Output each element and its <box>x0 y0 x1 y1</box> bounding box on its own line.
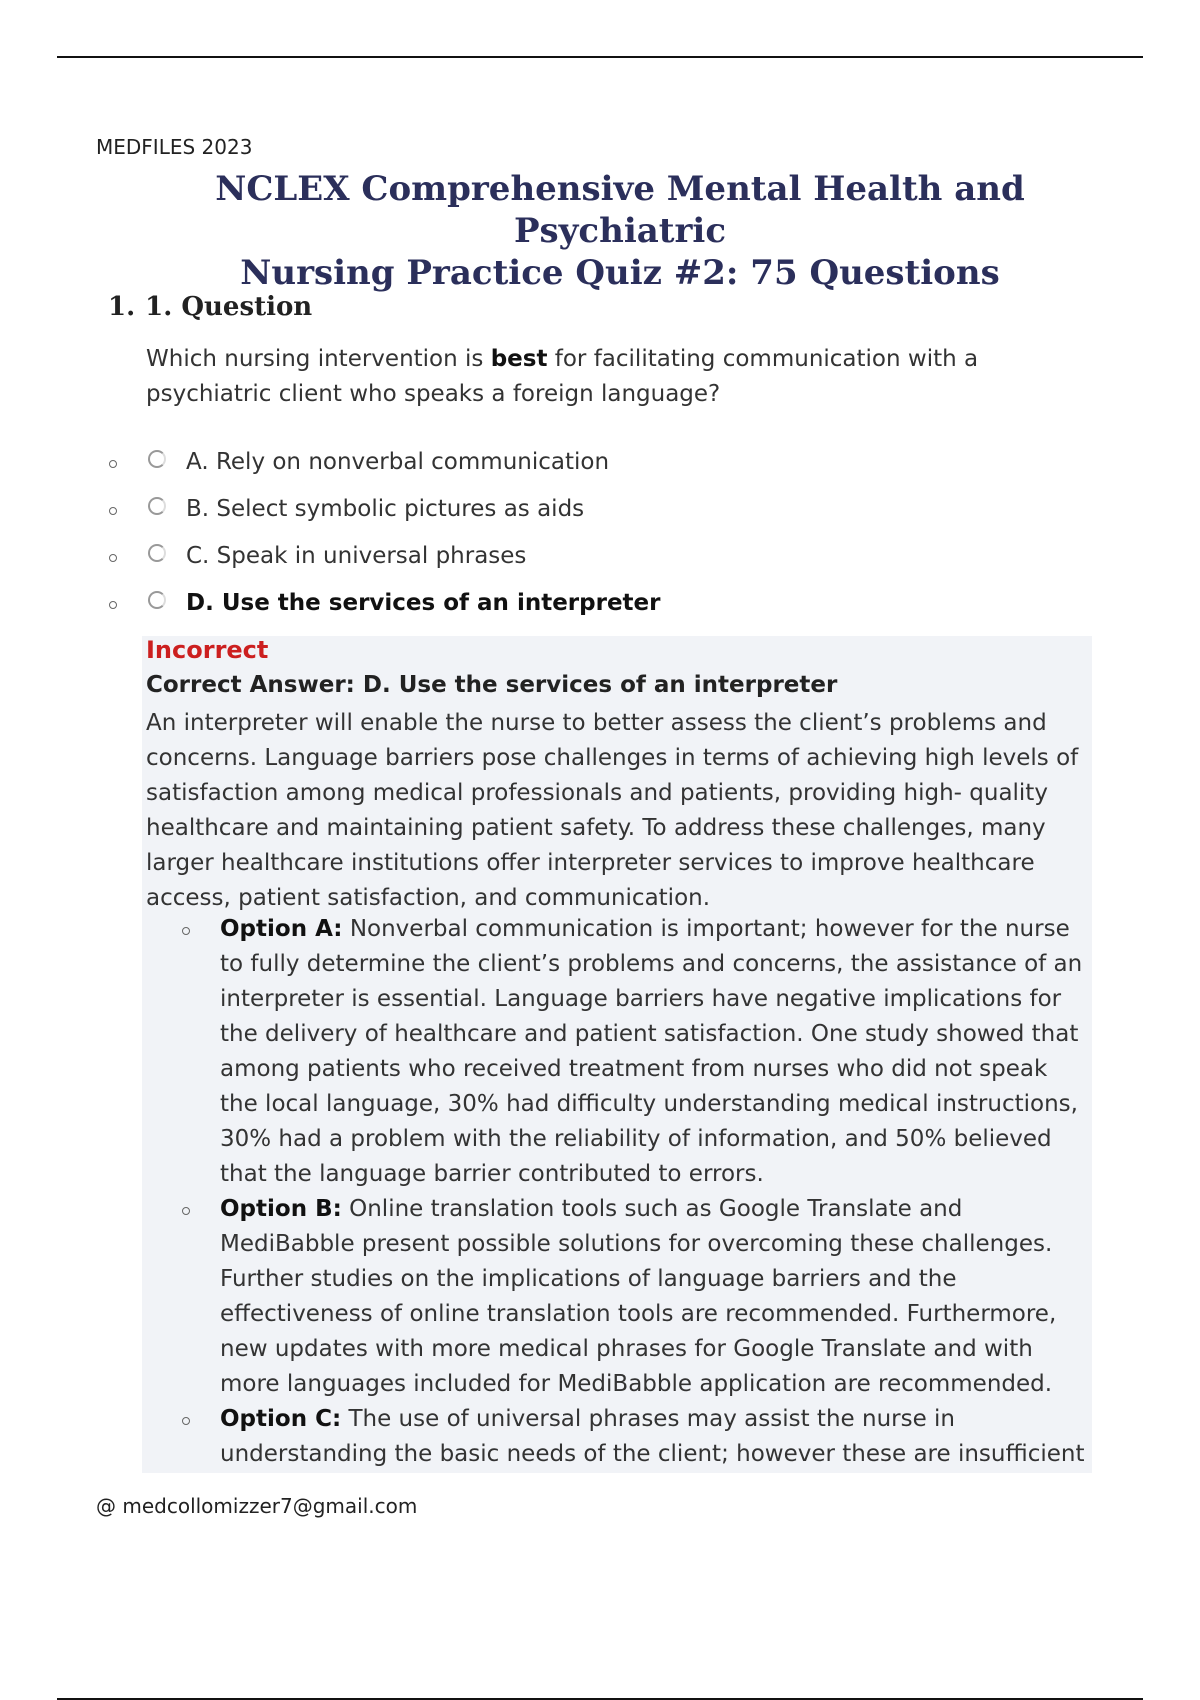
header-label: MEDFILES 2023 <box>96 135 253 159</box>
question-list-number: 1. <box>108 292 136 322</box>
footer-email: @ medcollomizzer7@gmail.com <box>96 1494 418 1518</box>
option-rationale-text: Nonverbal communication is important; however for the nurse to fully determine the client’s problems and concerns, the assistance of an interpreter is essential. Language barriers have negative implications for the delivery of healthcare and patient satisfaction. One study showed that among patients who received treatment from nurses who did not speak the local language, 30% had difficulty understanding medical instructions, 30% had a problem with the reliability of information, and 50% believed that the language barrier contributed to errors. <box>220 916 1083 1187</box>
top-rule <box>57 56 1143 58</box>
option-b-rationale <box>180 1192 1090 1402</box>
bullet-icon <box>182 1207 190 1215</box>
rationale-text: An interpreter will enable the nurse to better assess the client’s problems and concerns. Language barriers pose challenges in terms of achieving high levels of satisfaction among medical professionals and patients, providing high- quality healthcare and maintaining patient safety. To address these challenges, many larger healthcare institutions offer interpreter services to improve healthcare access, patient satisfaction, and communication. <box>146 710 1079 911</box>
question-text <box>146 342 1046 412</box>
option-rationale-text: The use of universal phrases may assist the nurse in understanding the basic needs of the client; however these are insufficient <box>220 1406 1085 1467</box>
bullet-icon <box>182 1417 190 1425</box>
option-rationale-label: Option B: <box>220 1196 342 1222</box>
question-heading-text: 1. Question <box>145 292 313 322</box>
question-heading <box>108 292 312 322</box>
option-rationale-label: Option C: <box>220 1406 342 1432</box>
radio-button-icon[interactable] <box>148 450 166 468</box>
option-c-rationale <box>180 1402 1090 1472</box>
answer-feedback-panel <box>142 636 1092 1473</box>
bullet-icon <box>109 460 117 468</box>
answer-option-label: A. Rely on nonverbal communication <box>186 449 610 475</box>
option-rationales <box>180 912 1090 1472</box>
answer-option-label: D. Use the services of an interpreter <box>186 590 661 616</box>
page-title <box>120 168 1120 294</box>
bullet-icon <box>109 507 117 515</box>
bullet-icon <box>109 554 117 562</box>
answer-option-label: B. Select symbolic pictures as aids <box>186 496 585 522</box>
answer-option-label: C. Speak in universal phrases <box>186 543 527 569</box>
radio-button-icon[interactable] <box>148 497 166 515</box>
bullet-icon <box>109 601 117 609</box>
option-rationale-label: Option A: <box>220 916 343 942</box>
option-rationale-text: Online translation tools such as Google Translate and MediBabble present possible solutions for overcoming these challenges. Further studies on the implications of language barriers and the effectiveness of online translation tools are recommended. Furthermore, new updates with more medical phrases for Google Translate and with more languages included for MediBabble application are recommended. <box>220 1196 1057 1397</box>
radio-button-icon[interactable] <box>148 544 166 562</box>
bullet-icon <box>182 927 190 935</box>
title-line-2: Nursing Practice Quiz #2: 75 Questions <box>240 253 1000 293</box>
correct-answer: Correct Answer: D. Use the services of an interpreter <box>146 672 838 698</box>
radio-button-icon[interactable] <box>148 591 166 609</box>
question-text-end: for facilitating communication with a psychiatric client who speaks a foreign language? <box>146 346 979 407</box>
title-line-1: NCLEX Comprehensive Mental Health and Psychiatric <box>215 169 1025 251</box>
question-text-start: Which nursing intervention is <box>146 346 491 372</box>
option-a-rationale <box>180 912 1090 1192</box>
question-text-emphasis: best <box>490 346 548 372</box>
feedback-status: Incorrect <box>146 636 269 664</box>
